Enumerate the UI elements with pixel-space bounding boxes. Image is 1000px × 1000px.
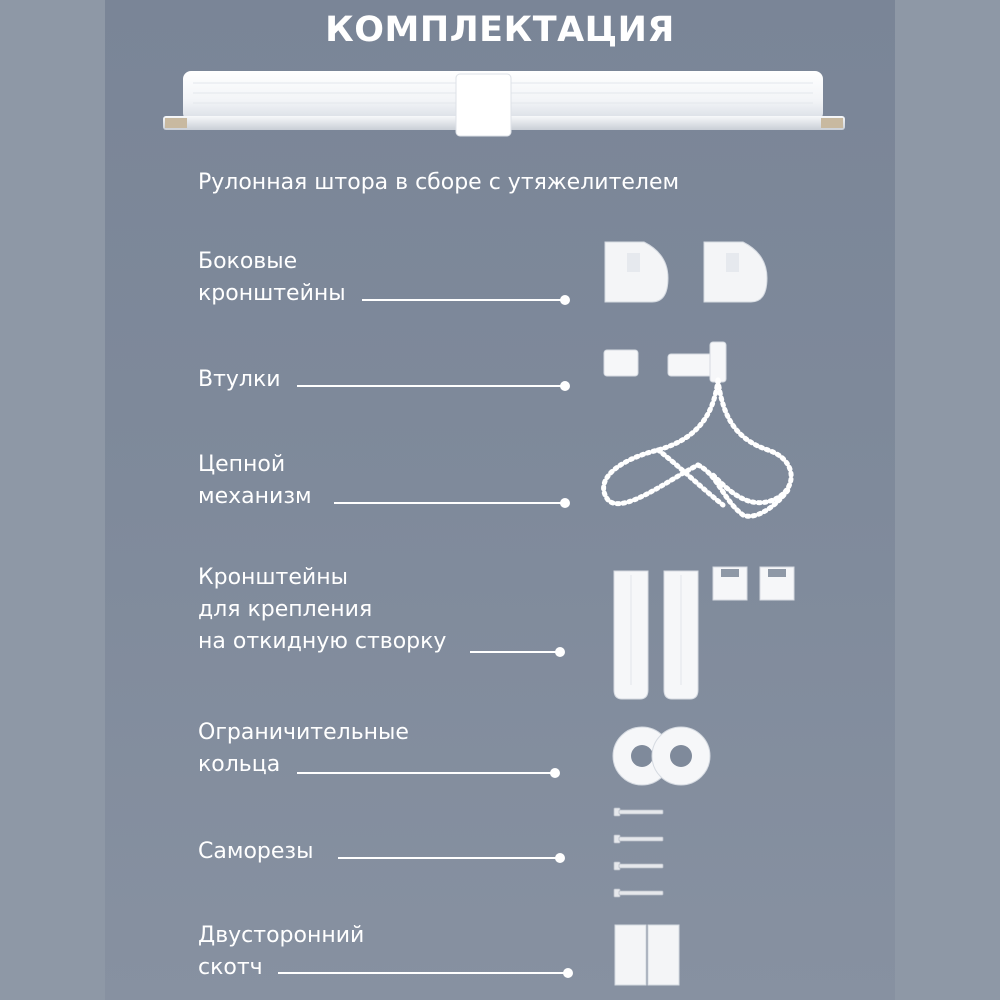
- item-label-line: Двусторонний: [198, 923, 365, 948]
- roller-blind-image: [163, 68, 845, 143]
- double-sided-tape-image: [614, 924, 680, 986]
- leader-line: [334, 502, 565, 504]
- item-label-line: механизм: [198, 484, 312, 509]
- page-title: КОМПЛЕКТАЦИЯ: [325, 10, 675, 50]
- item-label-line: на откидную створку: [198, 629, 447, 654]
- chain-mechanism-image: [598, 380, 798, 520]
- leader-line: [297, 772, 555, 774]
- item-label-line: скотч: [198, 955, 263, 980]
- item-label-screws: [198, 836, 313, 868]
- item-label-line: Ограничительные: [198, 720, 409, 745]
- item-label-line: Кронштейны: [198, 565, 348, 590]
- bushings-image: [604, 342, 734, 382]
- leader-line: [297, 385, 565, 387]
- item-label-line: для крепления: [198, 597, 373, 622]
- screws-image: [614, 805, 666, 900]
- item-label-line: Саморезы: [198, 839, 314, 864]
- leader-line: [278, 972, 568, 974]
- item-label-line: Цепной: [198, 452, 286, 477]
- item-label-line: кольца: [198, 752, 281, 777]
- item-label-side-brackets: [198, 246, 346, 310]
- sash-brackets-image: [612, 565, 797, 700]
- leader-line: [362, 299, 565, 301]
- item-label-line: Боковые: [198, 249, 298, 274]
- leader-line: [470, 651, 560, 653]
- item-label-line: Втулки: [198, 367, 281, 392]
- item-label-line: кронштейны: [198, 281, 346, 306]
- item-label-double-sided-tape: [198, 920, 364, 984]
- item-label-sash-brackets: [198, 562, 446, 658]
- limit-rings-image: [612, 725, 722, 787]
- leader-line: [338, 857, 560, 859]
- item-label-line: Рулонная штора в сборе с утяжелителем: [198, 170, 680, 195]
- item-label-bushings: [198, 364, 281, 396]
- side-brackets-image: [602, 240, 772, 310]
- item-label-roller-blind: [198, 167, 679, 199]
- item-label-chain-mechanism: [198, 449, 312, 513]
